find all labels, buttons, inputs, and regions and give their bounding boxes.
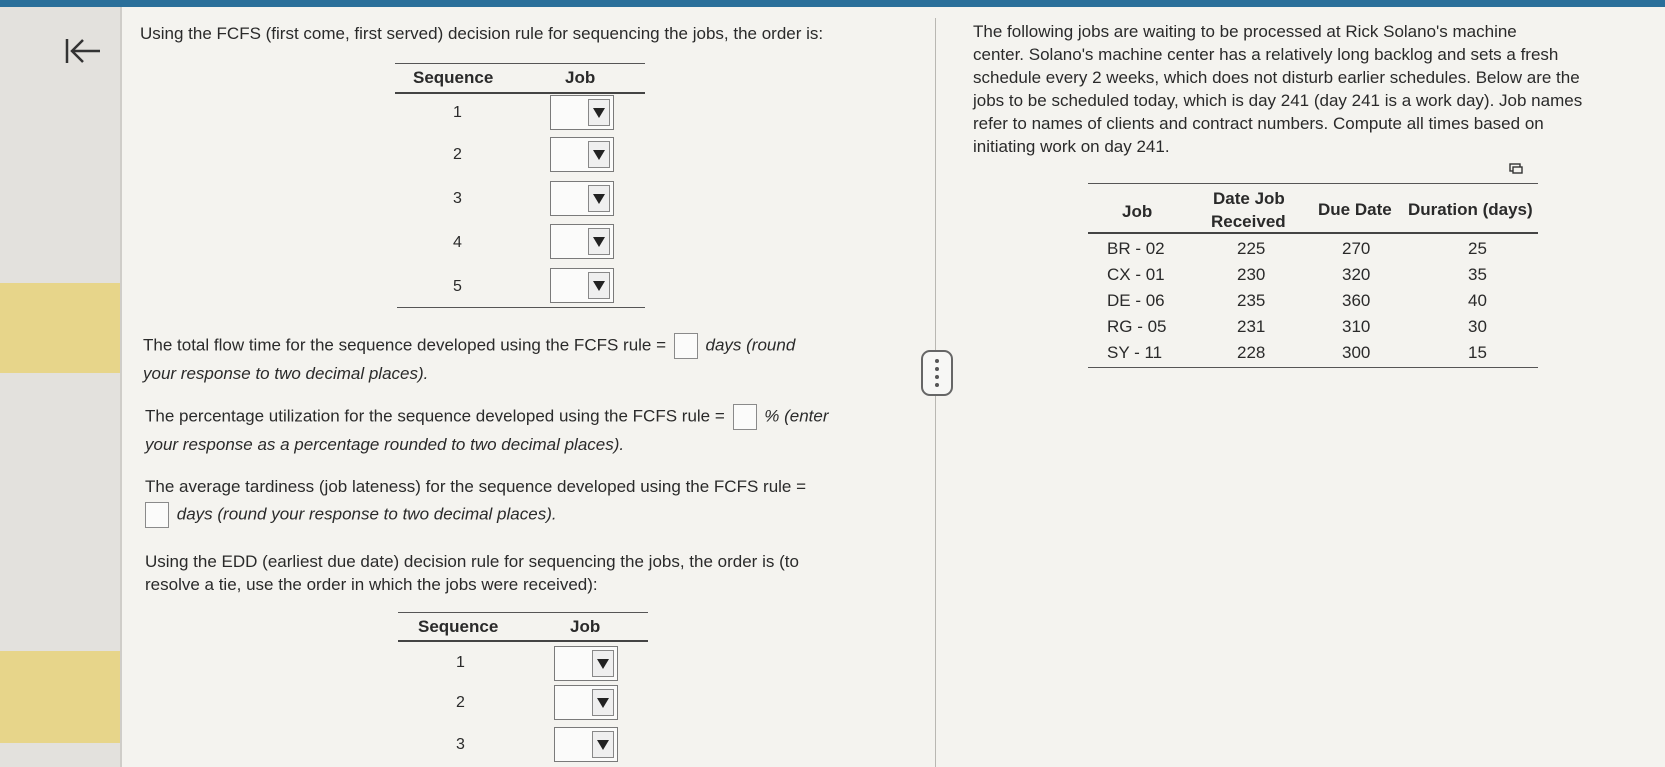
jobs-table-top-rule [1088, 183, 1538, 184]
received-cell: 235 [1237, 291, 1266, 310]
fcfs-intro-text: Using the FCFS (first come, first served) decision rule for sequencing the jobs, the order is: [140, 24, 824, 43]
edd-table-header-rule [398, 640, 648, 642]
fcfs-table-header-rule [395, 92, 645, 94]
jobs-header-due: Due Date [1318, 200, 1392, 219]
jobs-table-bottom-rule [1088, 367, 1538, 368]
jobs-header-duration: Duration (days) [1408, 200, 1533, 219]
top-accent-bar [0, 0, 1665, 7]
problem-text-line-1: The following jobs are waiting to be processed at Rick Solano's machine [973, 22, 1517, 41]
fcfs-seq-1: 1 [453, 104, 462, 121]
chevron-down-icon [588, 99, 610, 126]
duration-cell: 15 [1468, 343, 1487, 362]
fcfs-job-header: Job [565, 68, 596, 87]
duration-cell: 35 [1468, 265, 1487, 284]
fcfs-job-dropdown-5[interactable] [550, 268, 614, 303]
job-cell: RG - 05 [1107, 317, 1167, 336]
due-cell: 300 [1342, 343, 1371, 362]
fcfs-seq-5: 5 [453, 278, 462, 295]
job-cell: SY - 11 [1107, 343, 1163, 362]
tardiness-question-line2 [145, 502, 557, 528]
duration-cell: 30 [1468, 317, 1487, 336]
edd-job-dropdown-3[interactable] [554, 727, 618, 762]
received-cell: 228 [1237, 343, 1266, 362]
due-cell: 310 [1342, 317, 1371, 336]
fcfs-job-dropdown-3[interactable] [550, 181, 614, 216]
due-cell: 360 [1342, 291, 1371, 310]
chevron-down-icon [588, 141, 610, 168]
jobs-table-header-rule [1088, 232, 1538, 234]
edd-job-dropdown-1[interactable] [554, 646, 618, 681]
chevron-down-icon [588, 272, 610, 299]
utilization-input[interactable] [733, 404, 757, 430]
chevron-down-icon [588, 185, 610, 212]
tardiness-text: The average tardiness (job lateness) for the sequence developed using the FCFS rule = [145, 477, 807, 496]
edd-seq-1: 1 [456, 654, 465, 671]
received-cell: 230 [1237, 265, 1266, 284]
copy-icon[interactable] [1509, 163, 1523, 174]
problem-text-line-4: jobs to be scheduled today, which is day 241 (day 241 is a work day). Job names [973, 91, 1583, 110]
edd-job-header: Job [570, 617, 601, 636]
job-cell: BR - 02 [1107, 239, 1165, 258]
edd-seq-header: Sequence [418, 617, 499, 636]
utilization-unit: % (enter [764, 406, 829, 426]
jobs-header-received-1: Date Job [1213, 189, 1285, 208]
duration-cell: 40 [1468, 291, 1487, 310]
fcfs-job-dropdown-1[interactable] [550, 95, 614, 130]
job-cell: DE - 06 [1107, 291, 1165, 310]
tardiness-instruction: days (round your response to two decimal places). [176, 504, 557, 524]
problem-text-line-2: center. Solano's machine center has a relatively long backlog and sets a fresh [973, 45, 1559, 64]
pane-resize-handle[interactable] [921, 350, 953, 396]
highlight-bar-2 [0, 651, 120, 743]
tardiness-input[interactable] [145, 502, 169, 528]
chevron-down-icon [592, 689, 614, 716]
edd-job-dropdown-2[interactable] [554, 685, 618, 720]
chevron-down-icon [592, 650, 614, 677]
utilization-question [145, 404, 829, 430]
fcfs-job-dropdown-4[interactable] [550, 224, 614, 259]
utilization-text: The percentage utilization for the sequence developed using the FCFS rule = [145, 406, 725, 426]
jobs-header-received-2: Received [1211, 212, 1286, 231]
due-cell: 320 [1342, 265, 1371, 284]
fcfs-table-bottom-rule [397, 307, 645, 308]
fcfs-job-dropdown-2[interactable] [550, 137, 614, 172]
edd-seq-3: 3 [456, 736, 465, 753]
edd-table-top-rule [398, 612, 648, 613]
utilization-instruction: your response as a percentage rounded to two decimal places). [145, 435, 625, 454]
drag-grip-icon [935, 357, 939, 389]
duration-cell: 25 [1468, 239, 1487, 258]
chevron-down-icon [588, 228, 610, 255]
highlight-bar-1 [0, 283, 120, 373]
problem-text-line-5: refer to names of clients and contract numbers. Compute all times based on [973, 114, 1544, 133]
fcfs-seq-header: Sequence [413, 68, 494, 87]
jobs-header-job: Job [1122, 202, 1153, 221]
flow-time-input[interactable] [674, 333, 698, 359]
fcfs-seq-3: 3 [453, 190, 462, 207]
flow-time-question [143, 333, 795, 359]
fcfs-seq-4: 4 [453, 234, 462, 251]
received-cell: 231 [1237, 317, 1266, 336]
problem-text-line-3: schedule every 2 weeks, which does not disturb earlier schedules. Below are the [973, 68, 1580, 87]
received-cell: 225 [1237, 239, 1266, 258]
collapse-left-icon[interactable] [64, 36, 102, 66]
flow-time-unit: days (round [705, 335, 796, 355]
fcfs-table-top-rule [395, 63, 645, 64]
due-cell: 270 [1342, 239, 1371, 258]
edd-seq-2: 2 [456, 694, 465, 711]
job-cell: CX - 01 [1107, 265, 1165, 284]
edd-intro-line2: resolve a tie, use the order in which the jobs were received): [145, 575, 598, 594]
problem-text-line-6: initiating work on day 241. [973, 137, 1170, 156]
edd-intro-line1: Using the EDD (earliest due date) decision rule for sequencing the jobs, the order is (to [145, 552, 799, 571]
fcfs-seq-2: 2 [453, 146, 462, 163]
flow-time-instruction: your response to two decimal places). [143, 364, 429, 383]
flow-time-text: The total flow time for the sequence developed using the FCFS rule = [143, 335, 667, 355]
chevron-down-icon [592, 731, 614, 758]
